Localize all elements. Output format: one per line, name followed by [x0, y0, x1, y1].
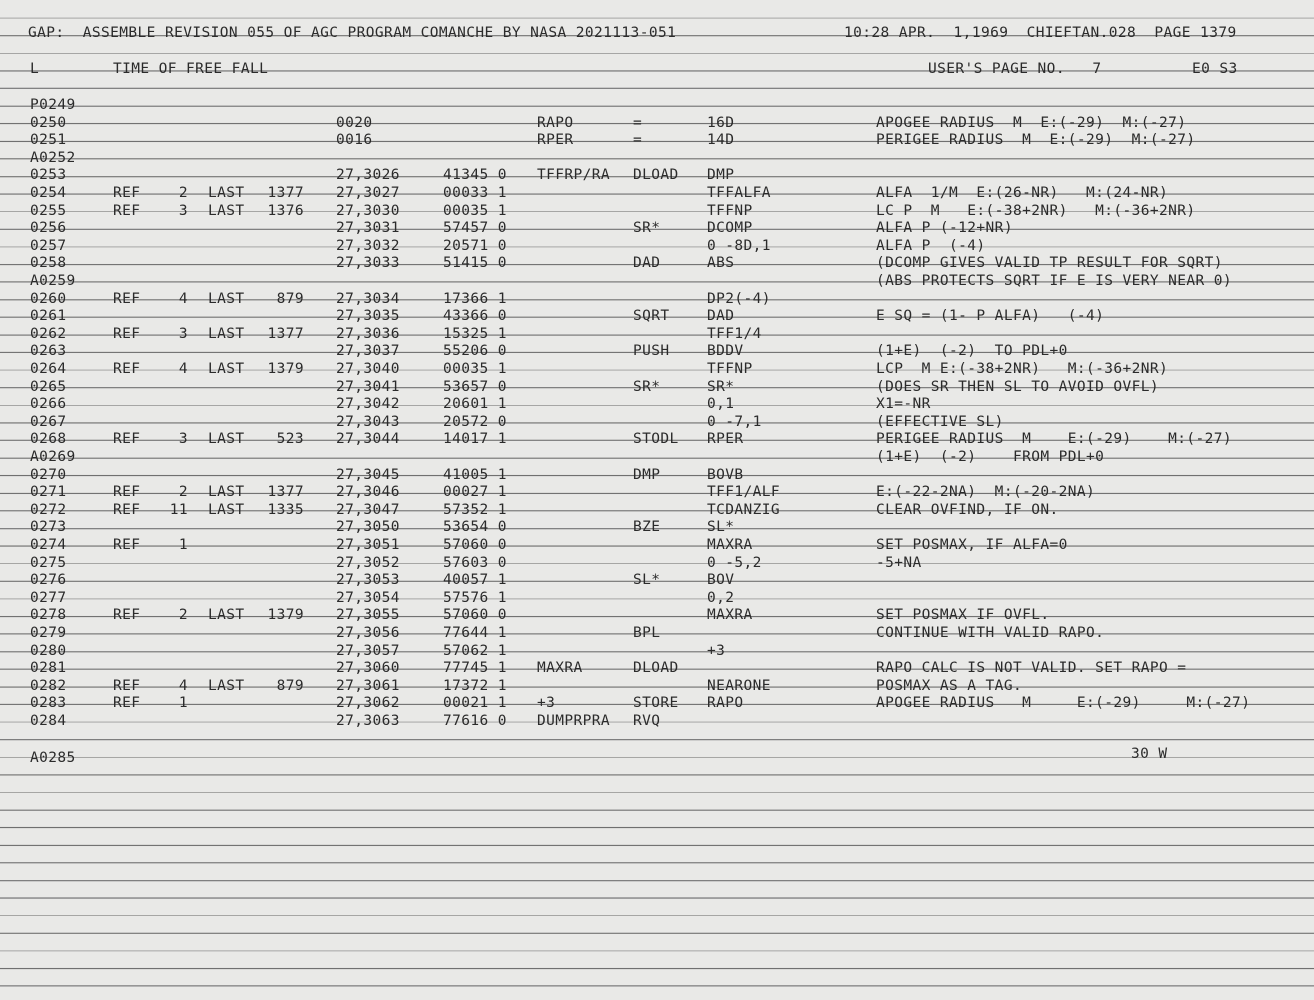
- last-page: 1377: [267, 185, 304, 201]
- operand: RAPO: [707, 695, 744, 712]
- listing-row: [0, 132, 1314, 150]
- comment: (EFFECTIVE SL): [876, 413, 1004, 430]
- listing-row: [0, 713, 1314, 731]
- line-number: 0278: [30, 607, 67, 624]
- line-number: 0282: [30, 677, 67, 694]
- address: 27,3053: [336, 572, 400, 589]
- operand: MAXRA: [707, 607, 753, 624]
- line-number: 0262: [30, 325, 67, 342]
- octal-word: 41345 0: [443, 167, 507, 184]
- operand: TCDANZIG: [707, 501, 781, 518]
- listing-row: [0, 537, 1314, 555]
- comment: SET POSMAX, IF ALFA=0: [876, 537, 1068, 553]
- listing-row: [0, 555, 1314, 573]
- octal-word: 00021 1: [443, 695, 507, 712]
- operand: 0 -7,1: [707, 413, 762, 430]
- listing-header-left: GAP: ASSEMBLE REVISION 055 OF AGC PROGRAM COMANCHE BY NASA 2021113-051: [28, 25, 677, 41]
- line-number: 0256: [30, 220, 67, 237]
- line-number: 0273: [30, 519, 67, 536]
- opcode: SR*: [633, 378, 661, 395]
- line-number: 0261: [30, 308, 67, 325]
- last-page: 1379: [267, 361, 304, 377]
- listing-row: [0, 590, 1314, 608]
- ref-count: 3: [178, 431, 188, 448]
- operand: TFFNP: [707, 361, 753, 377]
- ref-tag: REF: [113, 431, 141, 448]
- line-number: 0270: [30, 466, 67, 483]
- address: 27,3050: [336, 519, 400, 536]
- listing-row: [0, 678, 1314, 696]
- opcode: BZE: [633, 519, 661, 536]
- octal-word: 15325 1: [443, 325, 507, 342]
- address: 27,3056: [336, 625, 400, 641]
- comment: (DCOMP GIVES VALID TP RESULT FOR SQRT): [876, 255, 1223, 272]
- opcode: STORE: [633, 695, 679, 712]
- address: 27,3045: [336, 466, 400, 483]
- comment: E SQ = (1- P ALFA) (-4): [876, 308, 1105, 325]
- listing-row: [0, 185, 1314, 203]
- address: 27,3027: [336, 185, 400, 201]
- line-number: 0271: [30, 484, 67, 501]
- octal-word: 17366 1: [443, 290, 507, 307]
- listing-row: [0, 167, 1314, 185]
- address: 27,3054: [336, 589, 400, 606]
- operand: DAD: [707, 308, 735, 325]
- opcode: =: [633, 132, 643, 149]
- opcode: DAD: [633, 255, 661, 272]
- line-number: 0280: [30, 642, 67, 659]
- comment: ALFA P (-4): [876, 237, 986, 254]
- comment: (1+E) (-2) FROM PDL+0: [876, 449, 1105, 465]
- comment: SET POSMAX IF OVFL.: [876, 607, 1050, 624]
- octal-word: 40057 1: [443, 572, 507, 589]
- address: 27,3034: [336, 290, 400, 307]
- ref-tag: REF: [113, 537, 141, 553]
- octal-word: 00033 1: [443, 185, 507, 201]
- listing-row: [0, 115, 1314, 133]
- line-number: 0283: [30, 695, 67, 712]
- line-number: 0250: [30, 114, 67, 131]
- octal-word: 17372 1: [443, 677, 507, 694]
- address: 27,3033: [336, 255, 400, 272]
- ref-tag: REF: [113, 484, 141, 501]
- listing-row: [0, 343, 1314, 361]
- operand: TFFALFA: [707, 185, 771, 201]
- octal-word: 14017 1: [443, 431, 507, 448]
- opcode: SL*: [633, 572, 661, 589]
- operand: +3: [707, 642, 726, 659]
- label: MAXRA: [537, 660, 583, 677]
- comment: PERIGEE RADIUS M E:(-29) M:(-27): [876, 132, 1196, 149]
- listing-row: [0, 449, 1314, 467]
- ref-tag: REF: [113, 677, 141, 694]
- address: 27,3044: [336, 431, 400, 448]
- line-number: 0260: [30, 290, 67, 307]
- address: 27,3055: [336, 607, 400, 624]
- comment: CONTINUE WITH VALID RAPO.: [876, 625, 1105, 641]
- last-tag: LAST: [208, 484, 245, 501]
- octal-word: 43366 0: [443, 308, 507, 325]
- opcode: RVQ: [633, 713, 661, 729]
- address: 27,3041: [336, 378, 400, 395]
- listing-row: [0, 502, 1314, 520]
- last-tag: LAST: [208, 290, 245, 307]
- label: TFFRP/RA: [537, 167, 611, 184]
- line-number: 0272: [30, 501, 67, 518]
- comment: -5+NA: [876, 554, 922, 571]
- footer-line-number: A0285: [30, 750, 76, 766]
- address: 27,3043: [336, 413, 400, 430]
- ref-count: 2: [178, 484, 188, 501]
- operand: DMP: [707, 167, 735, 184]
- operand: SR*: [707, 378, 735, 395]
- operand: 14D: [707, 132, 735, 149]
- address: 27,3035: [336, 308, 400, 325]
- octal-word: 57576 1: [443, 589, 507, 606]
- line-number: 0274: [30, 537, 67, 553]
- line-number: A0269: [30, 449, 76, 465]
- comment: PERIGEE RADIUS M E:(-29) M:(-27): [876, 431, 1233, 448]
- listing-row: [0, 414, 1314, 432]
- opcode: DLOAD: [633, 167, 679, 184]
- comment: APOGEE RADIUS M E:(-29) M:(-27): [876, 695, 1251, 712]
- last-tag: LAST: [208, 431, 245, 448]
- word-count: 30 W: [1131, 746, 1168, 762]
- line-number: 0275: [30, 554, 67, 571]
- comment: E:(-22-2NA) M:(-20-2NA): [876, 484, 1096, 501]
- address: 27,3030: [336, 202, 400, 219]
- ref-count: 4: [178, 361, 188, 377]
- line-number: 0279: [30, 625, 67, 641]
- ref-tag: REF: [113, 325, 141, 342]
- octal-word: 77745 1: [443, 660, 507, 677]
- line-number: 0253: [30, 167, 67, 184]
- listing-row: [0, 291, 1314, 309]
- last-page: 879: [276, 290, 304, 307]
- operand: BDDV: [707, 343, 744, 360]
- listing-row: [0, 255, 1314, 273]
- address: 27,3063: [336, 713, 400, 729]
- listing-row: [0, 326, 1314, 344]
- octal-word: 00035 1: [443, 361, 507, 377]
- address: 27,3042: [336, 396, 400, 413]
- address: 27,3061: [336, 677, 400, 694]
- operand: BOVB: [707, 466, 744, 483]
- operand: RPER: [707, 431, 744, 448]
- ref-count: 3: [178, 325, 188, 342]
- address: 27,3036: [336, 325, 400, 342]
- operand: ABS: [707, 255, 735, 272]
- comment: (ABS PROTECTS SQRT IF E IS VERY NEAR 0): [876, 273, 1233, 289]
- label: RPER: [537, 132, 574, 149]
- ref-count: 1: [178, 537, 188, 553]
- last-page: 1377: [267, 325, 304, 342]
- section-title: TIME OF FREE FALL: [113, 61, 269, 77]
- last-page: 1377: [267, 484, 304, 501]
- last-tag: LAST: [208, 607, 245, 624]
- label: DUMPRPRA: [537, 713, 611, 729]
- line-number: 0266: [30, 396, 67, 413]
- users-page-number: USER'S PAGE NO. 7: [928, 61, 1102, 77]
- address: 27,3052: [336, 554, 400, 571]
- line-number: 0277: [30, 589, 67, 606]
- octal-word: 57060 0: [443, 537, 507, 553]
- operand: MAXRA: [707, 537, 753, 553]
- operand: 0,1: [707, 396, 735, 413]
- line-number: 0258: [30, 255, 67, 272]
- address: 27,3046: [336, 484, 400, 501]
- comment: RAPO CALC IS NOT VALID. SET RAPO =: [876, 660, 1187, 677]
- listing-row: [0, 379, 1314, 397]
- address: 27,3037: [336, 343, 400, 360]
- octal-word: 51415 0: [443, 255, 507, 272]
- comment: ALFA P (-12+NR): [876, 220, 1013, 237]
- address: 27,3026: [336, 167, 400, 184]
- operand: NEARONE: [707, 677, 771, 694]
- opcode: SQRT: [633, 308, 670, 325]
- octal-word: 57603 0: [443, 554, 507, 571]
- line-number: 0284: [30, 713, 67, 729]
- last-tag: LAST: [208, 202, 245, 219]
- listing-row: [0, 467, 1314, 485]
- octal-word: 57060 0: [443, 607, 507, 624]
- ref-tag: REF: [113, 695, 141, 712]
- ref-tag: REF: [113, 202, 141, 219]
- listing-row: [0, 695, 1314, 713]
- listing-row: [0, 572, 1314, 590]
- last-tag: LAST: [208, 361, 245, 377]
- octal-word: 77644 1: [443, 625, 507, 641]
- ref-tag: REF: [113, 501, 141, 518]
- comment: (1+E) (-2) TO PDL+0: [876, 343, 1068, 360]
- ref-count: 11: [169, 501, 188, 518]
- address: 27,3062: [336, 695, 400, 712]
- listing-row: [0, 150, 1314, 168]
- line-number: A0259: [30, 273, 76, 289]
- last-tag: LAST: [208, 501, 245, 518]
- opcode: DLOAD: [633, 660, 679, 677]
- address: 0016: [336, 132, 373, 149]
- address: 27,3051: [336, 537, 400, 553]
- comment: ALFA 1/M E:(26-NR) M:(24-NR): [876, 185, 1169, 201]
- address: 27,3031: [336, 220, 400, 237]
- label: RAPO: [537, 114, 574, 131]
- operand: TFFNP: [707, 202, 753, 219]
- octal-word: 20572 0: [443, 413, 507, 430]
- address: 27,3060: [336, 660, 400, 677]
- last-page: 1379: [267, 607, 304, 624]
- operand: 0,2: [707, 589, 735, 606]
- listing-row: [0, 396, 1314, 414]
- address: 0020: [336, 114, 373, 131]
- last-page: 523: [276, 431, 304, 448]
- listing-row: [0, 625, 1314, 643]
- line-number: 0257: [30, 237, 67, 254]
- line-number: 0265: [30, 378, 67, 395]
- line-number: 0255: [30, 202, 67, 219]
- listing-row: [0, 220, 1314, 238]
- listing-row: [0, 203, 1314, 221]
- octal-word: 57457 0: [443, 220, 507, 237]
- opcode: STODL: [633, 431, 679, 448]
- line-number: P0249: [30, 97, 76, 113]
- comment: (DOES SR THEN SL TO AVOID OVFL): [876, 378, 1160, 395]
- listing-row: [0, 660, 1314, 678]
- listing-row: [0, 607, 1314, 625]
- operand: TFF1/ALF: [707, 484, 781, 501]
- ref-tag: REF: [113, 290, 141, 307]
- operand: BOV: [707, 572, 735, 589]
- line-number: A0252: [30, 149, 76, 166]
- operand: DP2(-4): [707, 290, 771, 307]
- octal-word: 77616 0: [443, 713, 507, 729]
- listing-row: [0, 308, 1314, 326]
- operand: TFF1/4: [707, 325, 762, 342]
- octal-word: 57352 1: [443, 501, 507, 518]
- opcode: SR*: [633, 220, 661, 237]
- ref-tag: REF: [113, 607, 141, 624]
- last-tag: LAST: [208, 185, 245, 201]
- ref-tag: REF: [113, 361, 141, 377]
- listing-row: [0, 431, 1314, 449]
- comment: CLEAR OVFIND, IF ON.: [876, 501, 1059, 518]
- octal-word: 00035 1: [443, 202, 507, 219]
- operand: SL*: [707, 519, 735, 536]
- operand: DCOMP: [707, 220, 753, 237]
- section-marker: L: [30, 61, 40, 77]
- listing-row: [0, 361, 1314, 379]
- ref-count: 2: [178, 607, 188, 624]
- listing-row: [0, 643, 1314, 661]
- ref-count: 4: [178, 290, 188, 307]
- line-number: 0264: [30, 361, 67, 377]
- address: 27,3047: [336, 501, 400, 518]
- label: +3: [537, 695, 556, 712]
- address: 27,3032: [336, 237, 400, 254]
- opcode: PUSH: [633, 343, 670, 360]
- octal-word: 57062 1: [443, 642, 507, 659]
- last-tag: LAST: [208, 677, 245, 694]
- octal-word: 20571 0: [443, 237, 507, 254]
- listing-row: [0, 519, 1314, 537]
- octal-word: 55206 0: [443, 343, 507, 360]
- comment: LC P M E:(-38+2NR) M:(-36+2NR): [876, 202, 1196, 219]
- operand: 0 -8D,1: [707, 237, 771, 254]
- comment: POSMAX AS A TAG.: [876, 677, 1023, 694]
- section-code: E0 S3: [1192, 61, 1238, 77]
- line-number: 0268: [30, 431, 67, 448]
- last-page: 1335: [267, 501, 304, 518]
- octal-word: 00027 1: [443, 484, 507, 501]
- listing-row: [0, 238, 1314, 256]
- listing-row: [0, 484, 1314, 502]
- line-number: 0251: [30, 132, 67, 149]
- octal-word: 53654 0: [443, 519, 507, 536]
- line-number: 0263: [30, 343, 67, 360]
- listing-row: [0, 273, 1314, 291]
- listing-row: [0, 97, 1314, 115]
- last-page: 1376: [267, 202, 304, 219]
- line-number: 0281: [30, 660, 67, 677]
- octal-word: 20601 1: [443, 396, 507, 413]
- ref-count: 1: [178, 695, 188, 712]
- octal-word: 53657 0: [443, 378, 507, 395]
- comment: APOGEE RADIUS M E:(-29) M:(-27): [876, 114, 1187, 131]
- last-page: 879: [276, 677, 304, 694]
- ref-count: 2: [178, 185, 188, 201]
- opcode: DMP: [633, 466, 661, 483]
- opcode: =: [633, 114, 643, 131]
- operand: 16D: [707, 114, 735, 131]
- address: 27,3040: [336, 361, 400, 377]
- octal-word: 41005 1: [443, 466, 507, 483]
- ref-count: 4: [178, 677, 188, 694]
- address: 27,3057: [336, 642, 400, 659]
- line-number: 0254: [30, 185, 67, 201]
- opcode: BPL: [633, 625, 661, 641]
- line-number: 0276: [30, 572, 67, 589]
- comment: LCP M E:(-38+2NR) M:(-36+2NR): [876, 361, 1169, 377]
- comment: X1=-NR: [876, 396, 931, 413]
- line-number: 0267: [30, 413, 67, 430]
- ref-count: 3: [178, 202, 188, 219]
- operand: 0 -5,2: [707, 554, 762, 571]
- ref-tag: REF: [113, 185, 141, 201]
- last-tag: LAST: [208, 325, 245, 342]
- listing-header-right: 10:28 APR. 1,1969 CHIEFTAN.028 PAGE 1379: [844, 25, 1237, 41]
